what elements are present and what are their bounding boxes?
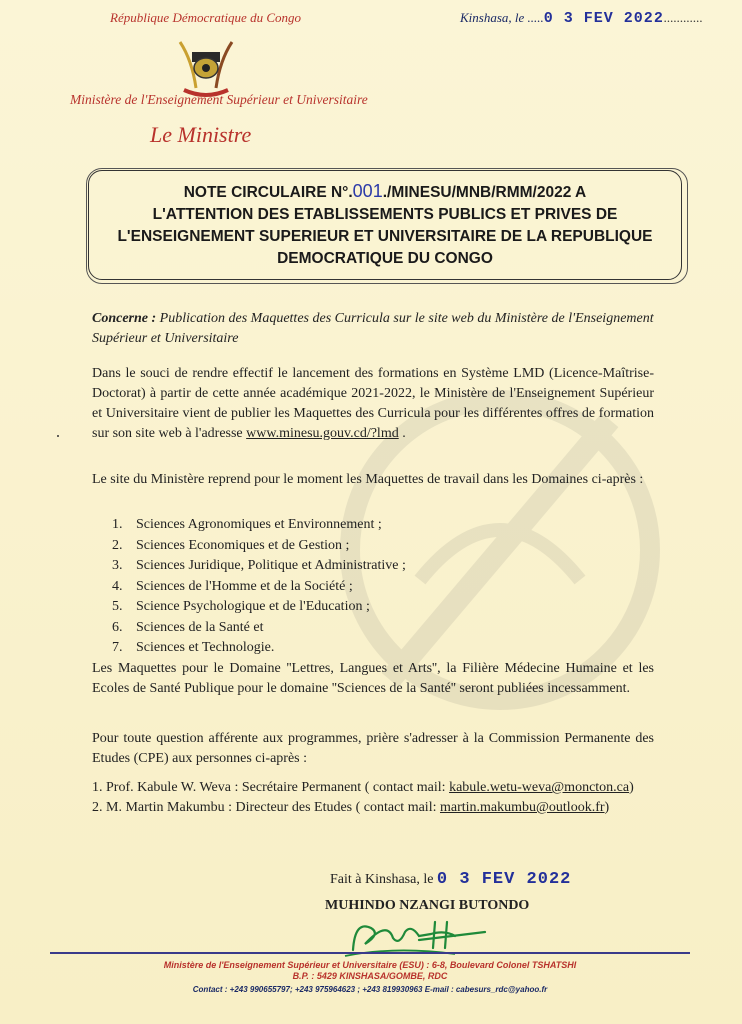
list-item: 7. Sciences et Technologie. — [112, 640, 275, 655]
closing-date-stamp: 0 3 FEV 2022 — [436, 870, 572, 889]
coat-of-arms-emblem — [172, 38, 240, 100]
list-item: 6. Sciences de la Santé et — [112, 619, 264, 635]
contact-item: 1. Prof. Kabule W. Weva : Secrétaire Permanent ( contact mail: kabule.wetu-weva@moncton.ca) — [92, 780, 634, 795]
date-stamp: 0 3 FEV 2022 — [543, 10, 664, 27]
subject-label: Concerne : — [92, 311, 157, 326]
ministry-name: Ministère de l'Enseignement Supérieur et Universitaire — [70, 92, 368, 107]
title-line-2: L'ATTENTION DES ETABLISSEMENTS PUBLICS ET PRIVES DE — [152, 206, 618, 223]
contact-email[interactable]: kabule.wetu-weva@moncton.ca — [449, 780, 630, 795]
footer-divider — [50, 952, 690, 954]
paragraph-1-text: Dans le souci de rendre effectif le lancement des formations en Système LMD (Licence-Maîtrise-Doctorat) à partir de cette année académique 2021-2022, le Ministère de l'Enseignement Supérieur et Universitaire vient de publier les Maquettes des Curricula pour les différentes offres de formation sur son site web à l'adresse — [92, 366, 654, 441]
title-suffix: ./MINESU/MNB/RMM/2022 A — [382, 184, 587, 201]
website-link[interactable]: www.minesu.gouv.cd/?lmd — [246, 426, 399, 441]
title-line-3: L'ENSEIGNEMENT SUPERIEUR ET UNIVERSITAIRE DE LA REPUBLIQUE — [117, 228, 653, 245]
paragraph-1-end: . — [398, 426, 406, 441]
paragraph-1 — [92, 364, 654, 444]
fait-label: Fait à Kinshasa, le — [330, 872, 434, 887]
paragraph-3: Les Maquettes pour le Domaine ''Lettres, Langues et Arts'', la Filière Médecine Humaine et les Ecoles de Santé Publique pour le domaine ''Sciences de la Santé'' seront publiées incessamment. — [92, 661, 654, 696]
subject-text: Publication des Maquettes des Curricula sur le site web du Ministère de l'Enseignement Supérieur et Universitaire — [92, 311, 654, 346]
paragraph-2: Le site du Ministère reprend pour le moment les Maquettes de travail dans les Domaines ci-après : — [92, 472, 644, 487]
circular-title — [100, 180, 670, 270]
circular-number: 001 — [352, 181, 383, 201]
signature — [335, 910, 495, 965]
footer-contact: Contact : +243 990655797; +243 975964623 ; +243 819930963 E-mail : cabesurs_rdc@yahoo.fr — [192, 985, 548, 994]
list-item: 5. Science Psychologique et de l'Education ; — [112, 599, 370, 614]
signer-name: MUHINDO NZANGI BUTONDO — [325, 898, 530, 913]
list-item: 4. Sciences de l'Homme et de la Société ; — [112, 578, 353, 594]
domain-list — [112, 515, 406, 659]
paragraph-4: Pour toute question afférente aux programmes, prière s'adresser à la Commission Permanente des Etudes (CPE) aux personnes ci-après : — [92, 731, 654, 766]
title-prefix: NOTE CIRCULAIRE N°. — [183, 184, 353, 201]
footer-address: Ministère de l'Enseignement Supérieur et Universitaire (ESU) : 6-8, Boulevard Colonel TSHATSHI B.P. : 5429 KINSHASA/GOMBE, RDC — [163, 960, 577, 981]
place-date-prefix: Kinshasa, le ..... — [460, 10, 544, 25]
speck — [57, 435, 59, 437]
title-line-4: DEMOCRATIQUE DU CONGO — [277, 250, 493, 267]
title-line-1 — [100, 180, 670, 204]
contact-item: 2. M. Martin Makumbu : Directeur des Etudes ( contact mail: martin.makumbu@outlook.fr) — [92, 800, 610, 815]
date-dots: ............ — [663, 10, 703, 25]
subject-line — [92, 309, 654, 349]
contact-list — [92, 778, 654, 818]
place-date — [460, 10, 703, 27]
list-item: 3. Sciences Juridique, Politique et Administrative ; — [112, 558, 406, 573]
list-item: 2. Sciences Economiques et de Gestion ; — [112, 537, 350, 553]
republic-header: République Démocratique du Congo — [110, 10, 301, 25]
list-item: 1. Sciences Agronomiques et Environnement ; — [112, 517, 382, 532]
signature-place-date — [330, 870, 571, 889]
contact-email[interactable]: martin.makumbu@outlook.fr — [439, 800, 605, 815]
minister-label: Le Ministre — [150, 122, 252, 147]
